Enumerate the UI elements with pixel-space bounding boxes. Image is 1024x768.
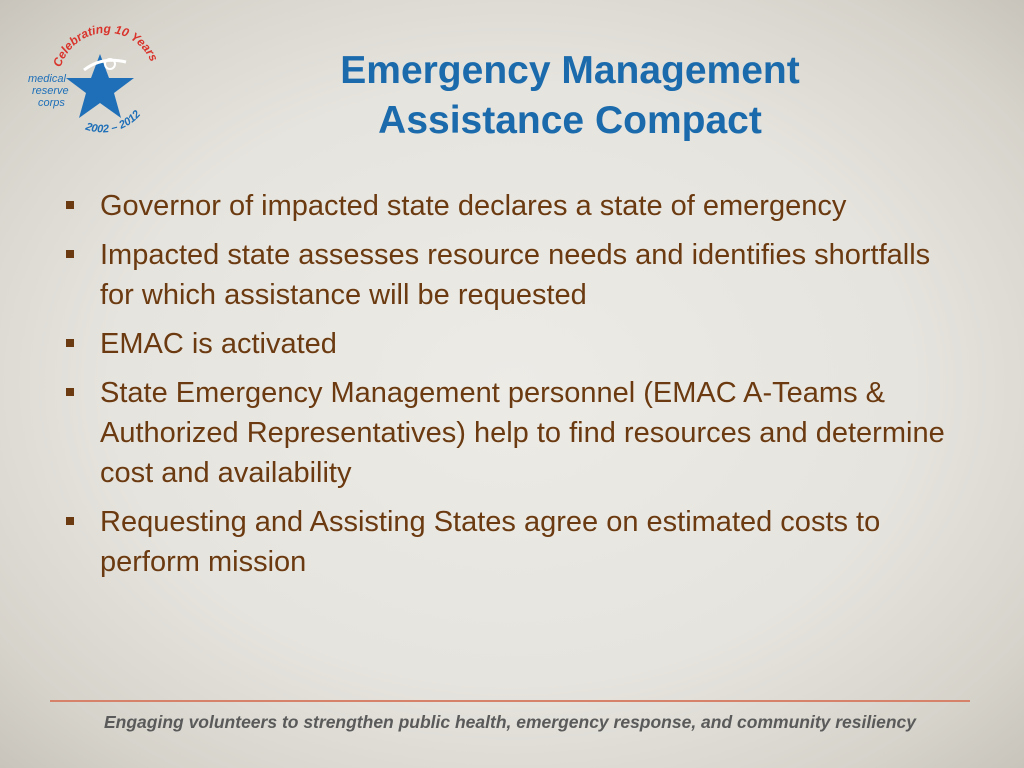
- square-bullet-icon: [66, 388, 74, 396]
- logo-years: 2002 – 2012: [84, 108, 144, 136]
- bullet-text: EMAC is activated: [100, 328, 337, 360]
- square-bullet-icon: [66, 250, 74, 258]
- logo-org-line-3: corps: [38, 97, 65, 109]
- bullet-text: Requesting and Assisting States agree on estimated costs to perform mission: [100, 506, 881, 578]
- slide-title-line-1: Emergency Management: [340, 49, 800, 92]
- footer-divider: [50, 700, 970, 702]
- logo-arc-text: Celebrating 10 Years: [50, 21, 161, 69]
- bullet-text: Impacted state assesses resource needs and identifies shortfalls for which assistance will be requested: [100, 239, 931, 311]
- square-bullet-icon: [66, 339, 74, 347]
- bullet-list: [60, 186, 960, 591]
- bullet-item: [60, 502, 960, 582]
- bullet-item: [60, 186, 960, 226]
- bullet-text: Governor of impacted state declares a state of emergency: [100, 190, 847, 222]
- bullet-item: [60, 235, 960, 315]
- logo-org-line-1: medical: [28, 73, 66, 85]
- slide-title-line-2: Assistance Compact: [378, 99, 762, 142]
- bullet-item: [60, 324, 960, 364]
- slide-title: [250, 46, 890, 146]
- square-bullet-icon: [66, 201, 74, 209]
- mrc-anniversary-logo: [22, 20, 162, 140]
- bullet-item: [60, 373, 960, 493]
- star-icon: [66, 54, 134, 118]
- logo-org-line-2: reserve: [32, 85, 69, 97]
- square-bullet-icon: [66, 517, 74, 525]
- footer-tagline: Engaging volunteers to strengthen public health, emergency response, and community resiliency: [104, 712, 916, 732]
- bullet-text: State Emergency Management personnel (EMAC A-Teams & Authorized Representatives) help to find resources and determine cost and availability: [100, 377, 945, 489]
